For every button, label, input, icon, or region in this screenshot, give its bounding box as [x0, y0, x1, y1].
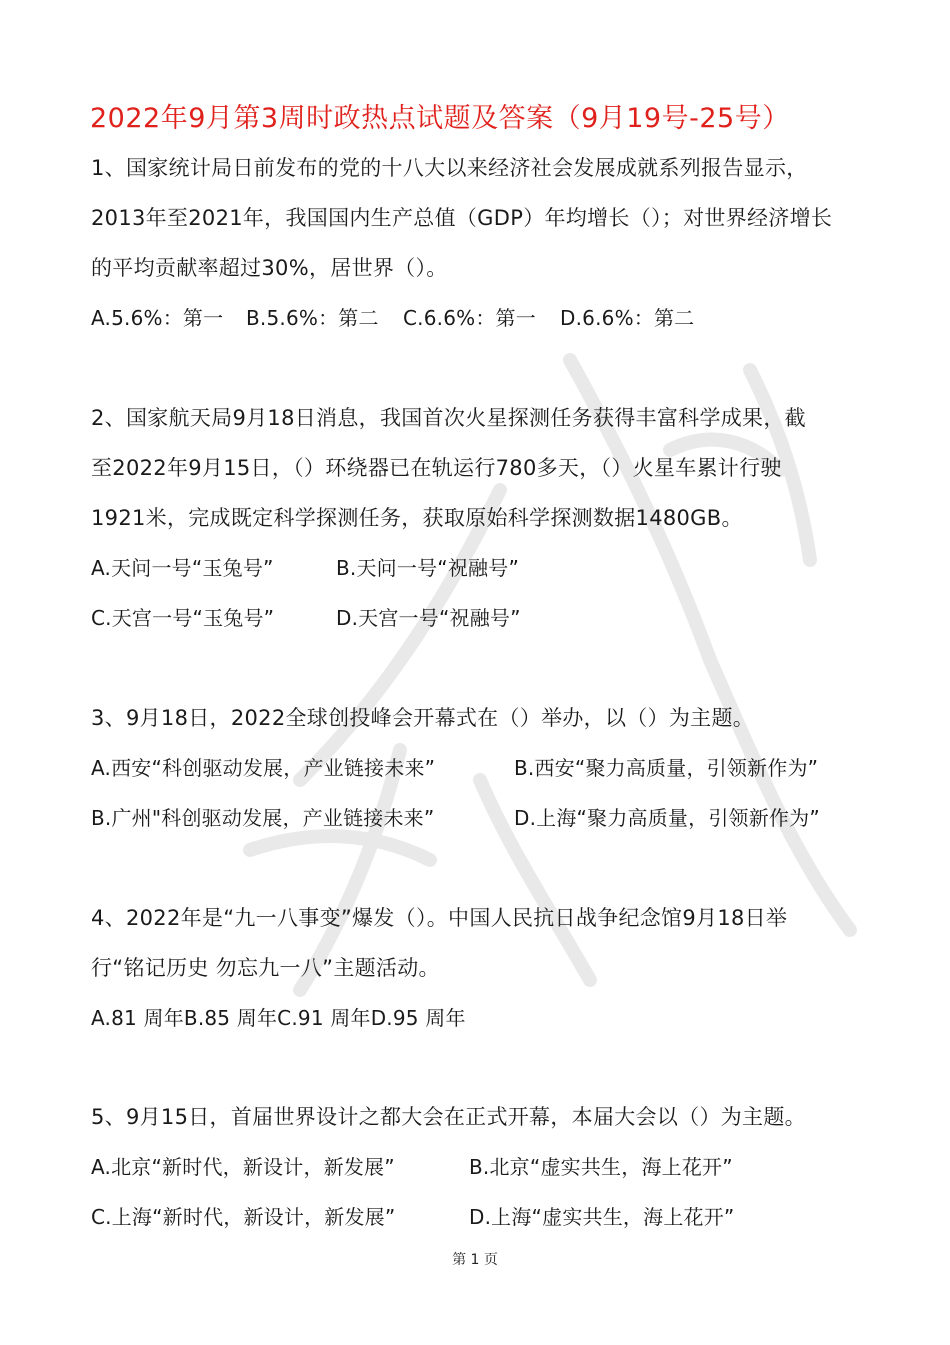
question-4-options: A.81 周年B.85 周年C.91 周年D.95 周年	[91, 1006, 466, 1030]
question-1-option-c: C.6.6%：第一	[403, 306, 536, 330]
page-number: 第 1 页	[452, 1252, 498, 1268]
question-1-option-d: D.6.6%：第二	[560, 306, 695, 330]
question-2-line-3: 1921米，完成既定科学探测任务，获取原始科学探测数据1480GB。	[91, 506, 743, 530]
question-1-line-3: 的平均贡献率超过30%，居世界（）。	[91, 256, 448, 280]
question-5-option-c: C.上海“新时代，新设计，新发展”	[91, 1205, 396, 1229]
question-5-option-b: B.北京“虚实共生，海上花开”	[469, 1155, 733, 1179]
question-2-option-c: C.天宫一号“玉兔号”	[91, 606, 275, 630]
page-title: 2022年9月第3周时政热点试题及答案（9月19号-25号）	[90, 103, 790, 134]
question-1-line-2: 2013年至2021年，我国国内生产总值（GDP）年均增长（）；对世界经济增长	[91, 206, 833, 230]
question-2-line-2: 至2022年9月15日，（）环绕器已在轨运行780多天，（）火星车累计行驶	[91, 456, 782, 480]
question-4-line-2: 行“铭记历史 勿忘九一八”主题活动。	[91, 956, 440, 980]
question-1-line-1: 1、国家统计局日前发布的党的十八大以来经济社会发展成就系列报告显示，	[91, 156, 808, 180]
question-2-line-1: 2、国家航天局9月18日消息，我国首次火星探测任务获得丰富科学成果，截	[91, 406, 806, 430]
question-5-option-d: D.上海“虚实共生，海上花开”	[469, 1205, 735, 1229]
question-5-line-1: 5、9月15日，首届世界设计之都大会在正式开幕，本届大会以（）为主题。	[91, 1105, 806, 1129]
question-3-option-a: A.西安“科创驱动发展，产业链接未来”	[91, 756, 436, 780]
question-3-option-c: B.广州"科创驱动发展，产业链接未来”	[91, 806, 435, 830]
question-2-option-a: A.天问一号“玉兔号”	[91, 556, 274, 580]
question-1-option-a: A.5.6%：第一	[91, 306, 224, 330]
question-5-option-a: A.北京“新时代，新设计，新发展”	[91, 1155, 395, 1179]
question-1-option-b: B.5.6%：第二	[246, 306, 379, 330]
question-3-option-d: D.上海“聚力高质量，引领新作为”	[514, 806, 820, 830]
question-3-line-1: 3、9月18日，2022全球创投峰会开幕式在（）举办，以（）为主题。	[91, 706, 755, 730]
question-4-line-1: 4、2022年是“九一八事变”爆发（）。中国人民抗日战争纪念馆9月18日举	[91, 906, 788, 930]
question-2-option-d: D.天宫一号“祝融号”	[336, 606, 521, 630]
question-2-option-b: B.天问一号“祝融号”	[336, 556, 520, 580]
question-3-option-b: B.西安“聚力高质量，引领新作为”	[514, 756, 819, 780]
